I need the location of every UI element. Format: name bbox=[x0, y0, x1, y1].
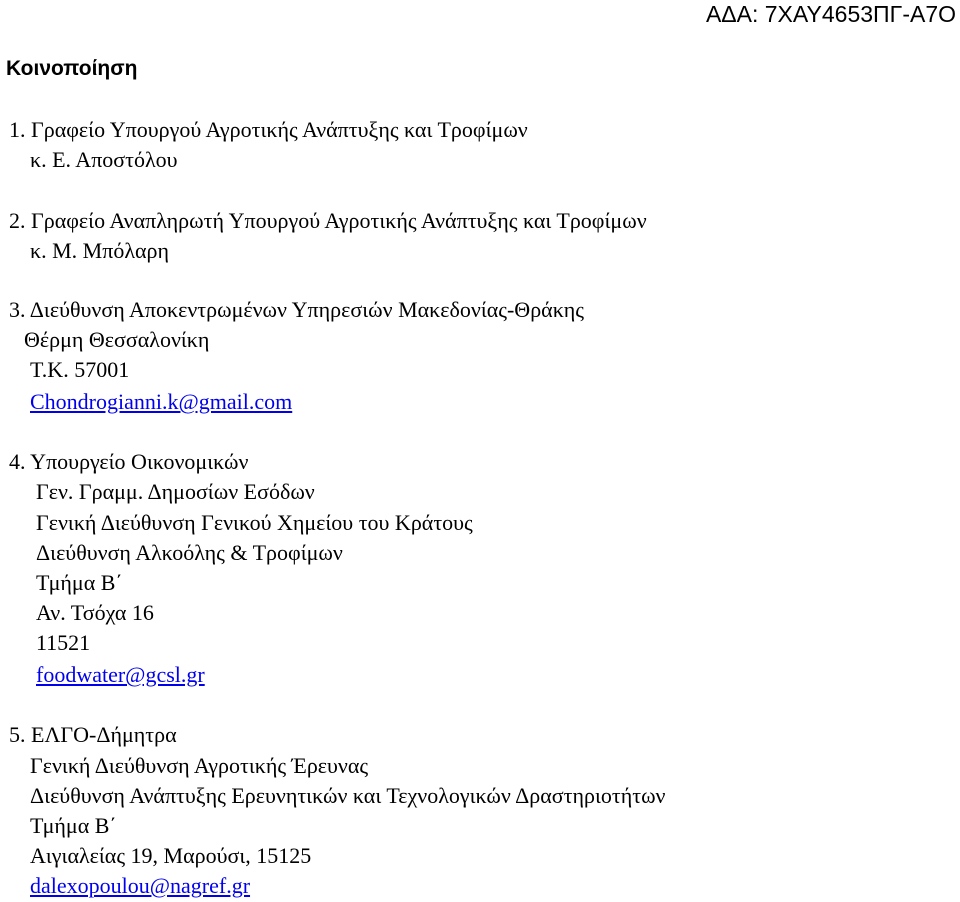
section-heading: Κοινοποίηση bbox=[6, 57, 138, 80]
recipient-5-line-2: Γενική Διεύθυνση Αγροτικής Έρευνας bbox=[30, 753, 369, 778]
recipient-1-line-2: κ. Ε. Αποστόλου bbox=[30, 147, 178, 172]
recipient-4-line-5: Τμήμα Β΄ bbox=[36, 570, 123, 595]
recipient-4-line-3: Γενική Διεύθυνση Γενικού Χημείου του Κράτους bbox=[36, 510, 473, 535]
recipient-5-email-link[interactable]: dalexopoulou@nagref.gr bbox=[30, 873, 251, 898]
recipient-4-line-6: Αν. Τσόχα 16 bbox=[36, 600, 154, 625]
recipient-4-email-link[interactable]: foodwater@gcsl.gr bbox=[36, 662, 205, 687]
recipient-4-line-7: 11521 bbox=[36, 630, 91, 655]
recipient-4-line-4: Διεύθυνση Αλκοόλης & Τροφίμων bbox=[36, 540, 343, 565]
recipient-5-line-1: 5. ΕΛΓΟ-Δήμητρα bbox=[9, 722, 177, 747]
ada-code: ΑΔΑ: 7ΧΑΥ4653ΠΓ-Α7Ο bbox=[705, 1, 956, 27]
recipient-5-line-3: Διεύθυνση Ανάπτυξης Ερευνητικών και Τεχνολογικών Δραστηριοτήτων bbox=[30, 783, 666, 808]
recipient-4-line-2: Γεν. Γραμμ. Δημοσίων Εσόδων bbox=[36, 479, 315, 504]
recipient-4-line-1: 4. Υπουργείο Οικονομικών bbox=[9, 449, 249, 474]
recipient-1-line-1: 1. Γραφείο Υπουργού Αγροτικής Ανάπτυξης και Τροφίμων bbox=[9, 117, 528, 142]
recipient-3-line-3: Τ.Κ. 57001 bbox=[30, 357, 130, 382]
recipient-3-line-2: Θέρμη Θεσσαλονίκη bbox=[24, 327, 210, 352]
recipient-3-email-link[interactable]: Chondrogianni.k@gmail.com bbox=[30, 389, 293, 414]
recipient-2-line-2: κ. Μ. Μπόλαρη bbox=[30, 238, 169, 263]
recipient-5-line-4: Τμήμα Β΄ bbox=[30, 813, 117, 838]
recipient-5-line-5: Αιγιαλείας 19, Μαρούσι, 15125 bbox=[30, 843, 312, 868]
recipient-2-line-1: 2. Γραφείο Αναπληρωτή Υπουργού Αγροτικής Ανάπτυξης και Τροφίμων bbox=[9, 208, 647, 233]
recipient-3-line-1: 3. Διεύθυνση Αποκεντρωμένων Υπηρεσιών Μακεδονίας-Θράκης bbox=[9, 297, 584, 322]
